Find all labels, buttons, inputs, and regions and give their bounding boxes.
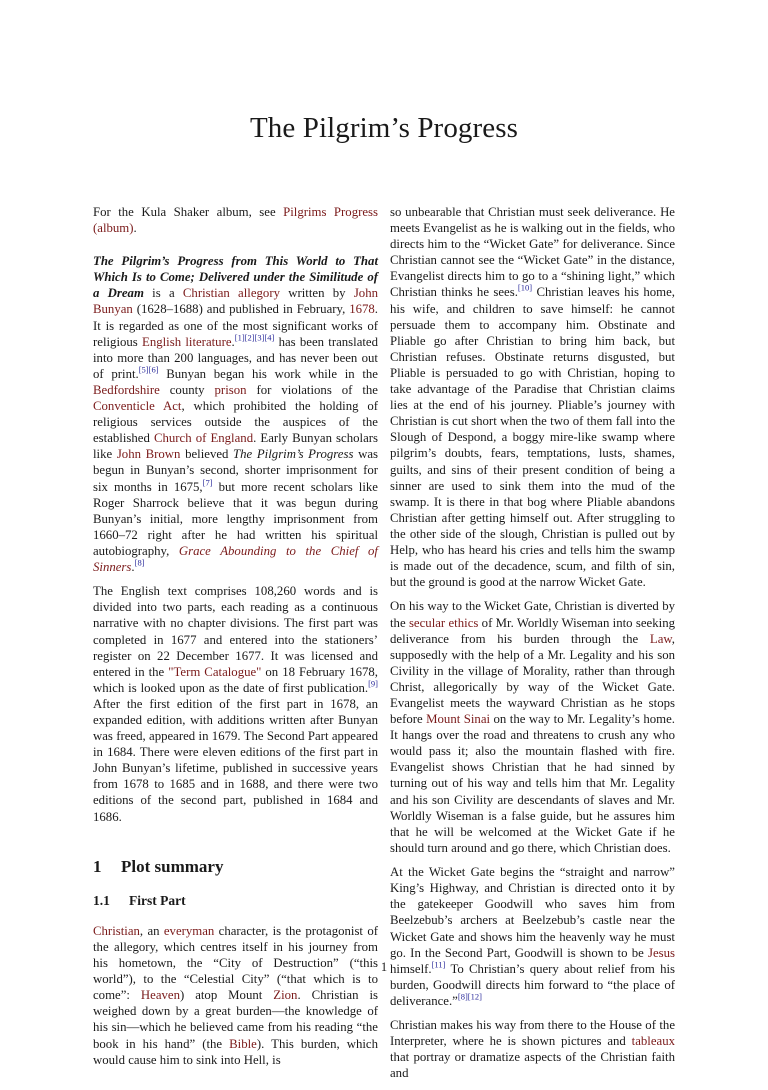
text: . It is regarded as one of the most significant works of religious (93, 302, 378, 349)
text: is a (143, 286, 183, 301)
link-prison[interactable]: prison (214, 382, 247, 397)
plot-paragraph (93, 923, 378, 1068)
link-bedfordshire[interactable]: Bedfordshire (93, 382, 160, 397)
text: Christian makes his way from there to the House of the Interpreter, where he is shown pictures and (390, 1018, 675, 1049)
text-paragraph (390, 864, 675, 1009)
citation[interactable]: [7] (202, 477, 213, 488)
text-paragraph (390, 1017, 675, 1081)
section-heading (93, 856, 378, 876)
link-secular-ethics[interactable]: secular ethics (408, 615, 479, 630)
hatnote-end: . (133, 221, 137, 236)
intro-paragraph (93, 253, 378, 575)
text-paragraph (93, 583, 378, 824)
link-bible[interactable]: Bible (229, 1036, 257, 1051)
text: on 18 February 1678, which is looked upon as the date of first publication. (93, 664, 378, 695)
right-column (390, 204, 675, 1090)
link-church-of-england[interactable]: Church of England (153, 431, 254, 446)
text: . (231, 334, 235, 349)
text: was begun in Bunyan’s second, shorter imprisonment for six months in 1675, (93, 447, 378, 494)
page-number: 1 (380, 960, 388, 974)
text: himself. (390, 961, 432, 976)
text: so unbearable that Christian must seek deliverance. He meets Evangelist as he is walking out in the fields, who directs him to the “Wicket Gate” for deliverance. Since Christian cannot see the “Wicket Gate” in the distance, Evangelist directs him to go to a “shining light,” which Christian thinks he sees. (390, 205, 675, 300)
text: has been translated into more than 200 languages, and has never been out of print. (93, 334, 379, 381)
italic-title: The Pilgrim’s Progress (233, 447, 354, 462)
left-column (93, 204, 378, 1076)
text: that portray or dramatize aspects of the Christian faith and (390, 1050, 675, 1081)
subsection-title: First Part (129, 892, 186, 908)
text: county (159, 382, 215, 397)
text: for violations of the (246, 382, 378, 397)
hatnote-link[interactable]: Pilgrims Progress (album) (93, 205, 379, 236)
citation[interactable]: [1][2][3][4] (234, 332, 275, 343)
link-christian[interactable]: Christian (93, 923, 140, 938)
text: , an (139, 923, 164, 938)
citation[interactable]: [8][12] (457, 991, 482, 1002)
citation[interactable]: [9] (368, 678, 378, 689)
subsection-heading (93, 893, 378, 909)
citation[interactable]: [10] (517, 283, 533, 294)
full-title: The Pilgrim’s Progress from This World to That Which Is to Come; Delivered under the Similitude of a Dream (93, 254, 378, 301)
link-law[interactable]: Law (649, 631, 672, 646)
text: . Christian is weighed down by a great burden—the knowledge of his sin—which he believed came from his reading “the book in his hand” (the (93, 988, 378, 1051)
text-paragraph (390, 204, 675, 590)
link-christian-allegory[interactable]: Christian allegory (182, 286, 280, 301)
link-english-literature[interactable]: English literature (142, 334, 232, 349)
text: . (131, 559, 135, 574)
text: but more recent scholars like Roger Sharrock believe that it was begun during Bunyan’s initial, more lengthy imprisonment from 1660–72 right after he had written his spiritual autobiography, (93, 479, 378, 558)
text: Bunyan began his work while in the (158, 366, 378, 381)
text: . Early Bunyan scholars like (93, 431, 378, 462)
text: The English text comprises 108,260 words and is divided into two parts, each reading as a continuous narrative with no chapter divisions. The first part was completed in 1677 and entered into the stationers’ register on 22 December 1677. It was licensed and entered in the (93, 584, 378, 679)
link-mount-sinai[interactable]: Mount Sinai (426, 712, 491, 727)
text: , which prohibited the holding of religious services outside the auspices of the established (93, 399, 379, 446)
section-number: 1 (93, 856, 102, 876)
text: ) atop Mount (179, 988, 274, 1003)
text: , supposedly with the help of a Mr. Legality and his son Civility in the village of Morality, rather than through Christ, allegorically by way of the Wicket Gate. Evangelist meets the wayward Christian as he stops before (390, 631, 675, 727)
link-1678[interactable]: 1678 (349, 302, 375, 317)
text-paragraph (390, 598, 675, 856)
link-everyman[interactable]: everyman (163, 923, 215, 938)
subsection-number: 1.1 (93, 892, 110, 908)
page-title: The Pilgrim’s Progress (249, 112, 519, 144)
citation[interactable]: [11] (431, 959, 446, 970)
link-john-brown[interactable]: John Brown (116, 447, 181, 462)
text: To Christian’s query about relief from his burden, Goodwill directs him forward to “the place of deliverance.” (390, 961, 675, 1008)
link-term-catalogue[interactable]: "Term Catalogue" (168, 664, 262, 679)
link-jesus[interactable]: Jesus (647, 945, 675, 960)
section-title: Plot summary (121, 856, 224, 876)
text: on the way to Mr. Legality’s home. It hangs over the road and threatens to crush any who would pass it; also the mountain flashed with fire. Evangelist shows Christian that he had sinned by turning out of his way and tells him that Mr. Legality and his son Civility are descendants of slaves and Mr. Worldly Wiseman is a false guide, but he assures him that he will be welcomed at the Wicket Gate if he should turn around and go there, which Christian does. (390, 712, 675, 855)
link-heaven[interactable]: Heaven (140, 988, 180, 1003)
link-john-bunyan[interactable]: John Bunyan (93, 286, 378, 317)
text: On his way to the Wicket Gate, Christian is diverted by the (390, 599, 675, 630)
text: character, is the protagonist of the allegory, which centres itself in his journey from his hometown, the “City of Destruction” (“this world”), to the “Celestial City” (“that which is to come”: (93, 923, 378, 1003)
link-zion[interactable]: Zion (273, 988, 298, 1003)
citation[interactable]: [5][6] (138, 364, 159, 375)
text: Christian leaves his home, his wife, and children to save himself: he cannot persuade them to accompany him. Obstinate and Pliable go after Christian to bring him back, but Christian refuses. Obstinate returns disgusted, but Pliable is persuaded to go with Christian, hoping to take advantage of the Paradise that Christian claims lies at the end of his journey. Pliable’s journey with Christian is cut short when the two of them fall into the Slough of Despond, a boggy mire-like swamp where pilgrim’s doubts, fears, temptations, lusts, shames, guilts, and sins of their present condition of being a sinner are used to sink them into the mud of the swamp. It is there in that bog where Pliable abandons Christian after getting himself out. After struggling to the other side of the slough, Christian is pulled out by Help, who has heard his cries and tells him the swamp is made out of the decadence, scum, and filth of sin, but the ground is good at the narrow Wicket Gate. (390, 285, 675, 590)
link-grace-abounding[interactable]: Grace Abounding to the Chief of Sinners (93, 543, 378, 574)
hatnote (93, 204, 378, 236)
hatnote-text: For the Kula Shaker album, see (93, 205, 284, 219)
link-tableaux[interactable]: tableaux (631, 1034, 675, 1049)
text: of Mr. Worldly Wiseman into seeking deliverance from his burden through the (390, 615, 675, 646)
text: believed (180, 447, 234, 462)
text: At the Wicket Gate begins the “straight and narrow” King’s Highway, and Christian is directed onto it by the gatekeeper Goodwill who saves him from Beelzebub’s archers at Beelzebub’s castle near the Wicket Gate and shows him the heavenly way he must go. In the Second Part, Goodwill is shown to be (390, 865, 675, 960)
link-conventicle-act[interactable]: Conventicle Act (93, 399, 182, 414)
citation[interactable]: [8] (134, 557, 145, 568)
text: After the first edition of the first part in 1678, an expanded edition, with additions written after Bunyan was freed, appeared in 1679. The Second Part appeared in 1684. There were eleven editions of the first part in John Bunyan’s lifetime, published in successive years from 1678 to 1685 and in 1688, and there were two editions of the second part, published in 1684 and 1686. (93, 696, 378, 824)
text: (1628–1688) and published in February, (132, 302, 350, 317)
text: ). This burden, which would cause him to sink into Hell, is (93, 1036, 378, 1067)
text: written by (280, 286, 354, 301)
